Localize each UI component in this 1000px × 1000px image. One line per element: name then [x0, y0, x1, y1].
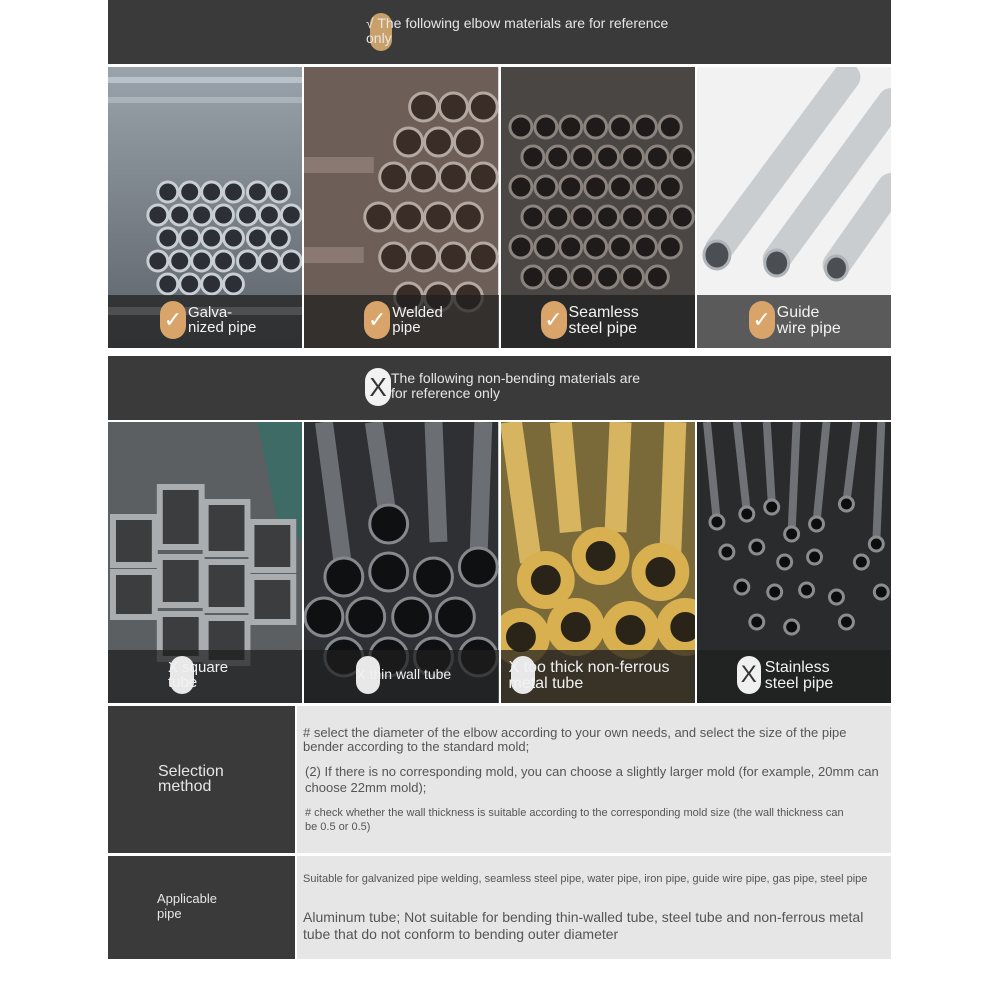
- check-icon: ✓: [749, 301, 775, 339]
- thick-non-ferrous-caption: [501, 650, 695, 703]
- check-icon: ✓: [364, 301, 390, 339]
- galvanized-caption: [108, 295, 302, 348]
- galvanized-label: Galva- nized pipe: [188, 304, 257, 336]
- thin-wall-label: X thin wall tube: [356, 666, 452, 682]
- seamless-pipe-tile: [501, 67, 695, 348]
- elbow-materials-heading: √ The following elbow materials are for reference only: [366, 15, 669, 46]
- welded-caption: [304, 295, 498, 348]
- selection-method-title: Selection method: [108, 706, 295, 853]
- guide-wire-pipe-tile: [697, 67, 891, 348]
- non-bendable-materials-grid: [108, 422, 891, 703]
- bendable-materials-grid: [108, 67, 891, 348]
- square-tube-tile: [108, 422, 302, 703]
- square-tube-label: X square tube: [168, 659, 229, 691]
- non-bending-banner: [108, 356, 891, 420]
- selection-method-section: [108, 706, 891, 853]
- selection-method-body: [297, 706, 891, 853]
- welded-label: Welded pipe: [392, 304, 443, 336]
- check-icon: ✓: [160, 301, 186, 339]
- applicable-pipe-title: Applicable pipe: [108, 856, 295, 959]
- thin-wall-caption: [304, 650, 498, 703]
- non-bending-heading: The following non-bending materials are for reference only: [391, 370, 641, 401]
- thick-non-ferrous-tile: [501, 422, 695, 703]
- stainless-steel-label: Stainless steel pipe: [764, 659, 834, 692]
- thick-non-ferrous-label: X too thick non-ferrous metal tube: [508, 659, 670, 692]
- thin-wall-tube-tile: [304, 422, 498, 703]
- welded-pipe-tile: [304, 67, 498, 348]
- applicable-pipe-body: [297, 856, 891, 959]
- seamless-label: Seamless steel pipe: [568, 304, 639, 337]
- guide-wire-label: Guide wire pipe: [776, 304, 841, 337]
- elbow-materials-banner: [108, 0, 891, 64]
- guide-wire-caption: [697, 295, 891, 348]
- applicable-pipe-section: [108, 856, 891, 959]
- galvanized-pipe-tile: [108, 67, 302, 348]
- check-icon: ✓: [541, 301, 567, 339]
- selection-step-2: (2) If there is no corresponding mold, you can choose a slightly larger mold (for example, 20mm can choose 22mm mold);: [305, 764, 879, 795]
- seamless-caption: [501, 295, 695, 348]
- square-tube-caption: [108, 650, 302, 703]
- applicable-not-suitable-text: Aluminum tube; Not suitable for bending thin-walled tube, steel tube and non-ferrous metal tube that do not conform to bending outer diameter: [303, 909, 864, 942]
- applicable-suitable-text: Suitable for galvanized pipe welding, seamless steel pipe, water pipe, iron pipe, guide wire pipe, gas pipe, steel pipe: [303, 873, 868, 885]
- selection-step-1: # select the diameter of the elbow according to your own needs, and select the size of the pipe bender according to the standard mold;: [303, 725, 847, 754]
- stainless-steel-tile: [697, 422, 891, 703]
- stainless-steel-caption: [697, 650, 891, 703]
- selection-step-3: # check whether the wall thickness is suitable according to the corresponding mold size (the wall thickness can be 0.5 or 0.5): [305, 807, 844, 833]
- x-mark-icon: X: [737, 656, 761, 694]
- x-mark-icon: X: [365, 368, 391, 406]
